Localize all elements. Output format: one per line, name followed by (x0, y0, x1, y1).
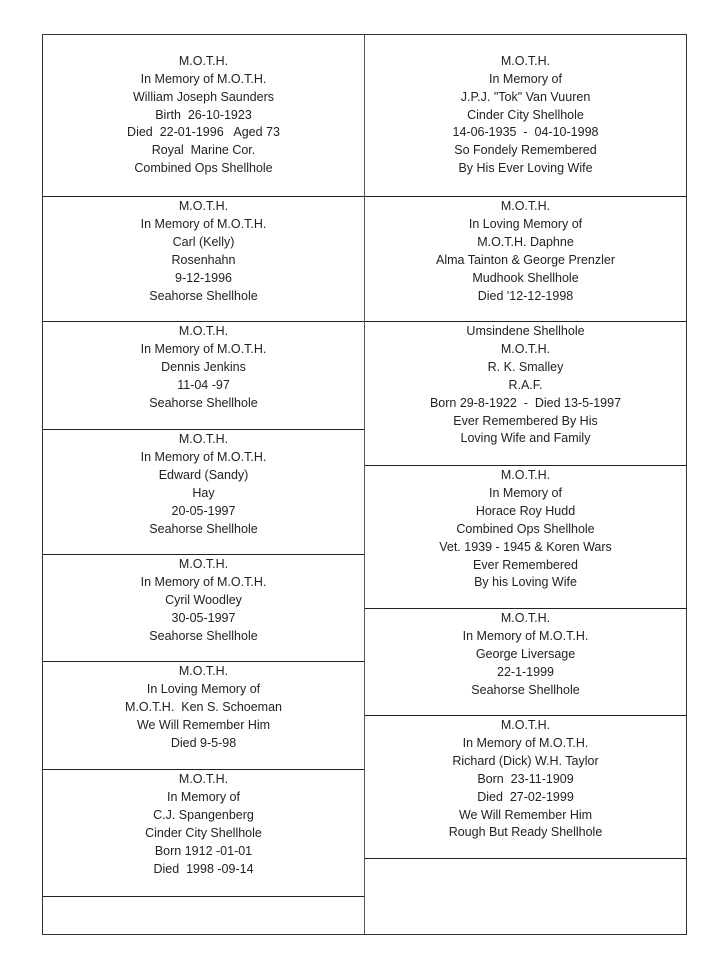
entry-line: M.O.T.H. (500, 53, 551, 68)
entry-line: Seahorse Shellhole (149, 628, 258, 643)
entry-line: Alma Tainton & George Prenzler (435, 252, 616, 267)
memorial-entry (43, 662, 364, 770)
entry-line: 20-05-1997 (171, 503, 236, 518)
entry-line: Seahorse Shellhole (149, 521, 258, 536)
entry-line: 14-06-1935 - 04-10-1998 (452, 125, 599, 140)
memorial-entry (43, 770, 364, 897)
entry-line: So Fondely Remembered (454, 143, 597, 158)
empty-cell (365, 859, 686, 934)
memorial-entry (43, 35, 364, 197)
entry-line: In Memory of (489, 71, 562, 86)
entry-line: In Memory of M.O.T.H. (140, 574, 267, 589)
entry-line: We Will Remember Him (458, 807, 593, 822)
entry-line: By his Loving Wife (474, 575, 577, 590)
entry-line: Horace Roy Hudd (475, 503, 576, 518)
entry-line: M.O.T.H. (178, 772, 229, 786)
entry-line: J.P.J. "Tok" Van Vuuren (460, 89, 591, 104)
entry-line: Vet. 1939 - 1945 & Koren Wars (439, 539, 612, 554)
entry-line: In Memory of M.O.T.H. (462, 735, 589, 750)
entry-line: Seahorse Shellhole (149, 288, 258, 303)
entry-line: Combined Ops Shellhole (456, 521, 595, 536)
memorial-entry (43, 322, 364, 430)
entry-line: Died '12-12-1998 (477, 288, 574, 303)
entry-line: Ever Remembered (473, 557, 578, 572)
entry-line: We Will Remember Him (136, 717, 271, 732)
entry-line: Seahorse Shellhole (149, 395, 258, 410)
entry-line: R. K. Smalley (487, 359, 564, 374)
entry-line: Edward (Sandy) (158, 467, 249, 482)
entry-line: Combined Ops Shellhole (134, 161, 273, 176)
entry-line: Died 27-02-1999 (477, 789, 574, 804)
entry-line: M.O.T.H. (500, 199, 551, 213)
memorial-entry (365, 466, 686, 609)
entry-line: 22-1-1999 (497, 664, 554, 679)
entry-line: 11-04 -97 (177, 377, 230, 392)
entry-line: M.O.T.H. (178, 199, 229, 213)
entry-line: M.O.T.H. (178, 432, 229, 446)
entry-line: C.J. Spangenberg (153, 807, 254, 822)
memorial-entry (43, 555, 364, 662)
entry-line: Cyril Woodley (165, 592, 242, 607)
entry-line: By His Ever Loving Wife (458, 161, 593, 176)
entry-line: Cinder City Shellhole (467, 107, 584, 122)
entry-line: M.O.T.H. (178, 664, 229, 678)
entry-line: In Memory of M.O.T.H. (140, 71, 267, 86)
memorial-entry (43, 197, 364, 322)
memorial-entry (43, 430, 364, 555)
entry-line: In Loving Memory of (146, 681, 261, 696)
entry-line: M.O.T.H. Ken S. Schoeman (124, 699, 282, 714)
empty-cell (43, 897, 364, 934)
entry-line: Rough But Ready Shellhole (448, 825, 603, 840)
right-column (365, 35, 686, 934)
entry-line: Died 1998 -09-14 (153, 861, 254, 876)
entry-line: In Memory of M.O.T.H. (140, 341, 267, 356)
entry-line: In Loving Memory of (468, 216, 583, 231)
entry-line: In Memory of M.O.T.H. (140, 449, 267, 464)
left-column (43, 35, 365, 934)
entry-line: M.O.T.H. (500, 718, 551, 732)
entry-line: George Liversage (475, 646, 576, 661)
entry-line: Richard (Dick) W.H. Taylor (452, 753, 599, 768)
entry-line: William Joseph Saunders (132, 89, 275, 104)
entry-line: Died 9-5-98 (170, 735, 237, 750)
entry-line: Seahorse Shellhole (471, 682, 580, 697)
entry-line: Born 1912 -01-01 (154, 843, 253, 858)
entry-line: Royal Marine Cor. (151, 143, 256, 158)
entry-line: Loving Wife and Family (460, 431, 591, 446)
entry-line: Rosenhahn (171, 252, 236, 267)
memorial-table (42, 34, 687, 935)
entry-line: M.O.T.H. (500, 611, 551, 625)
entry-line: 9-12-1996 (175, 270, 232, 285)
entry-line: R.A.F. (508, 377, 543, 392)
entry-line: In Memory of M.O.T.H. (140, 216, 267, 231)
memorial-entry (365, 322, 686, 466)
entry-line: 30-05-1997 (171, 610, 236, 625)
entry-line: Birth 26-10-1923 (155, 107, 252, 122)
entry-line: Dennis Jenkins (161, 359, 246, 374)
memorial-entry (365, 609, 686, 716)
entry-line: In Memory of (489, 485, 562, 500)
entry-line: Died 22-01-1996 Aged 73 (127, 125, 280, 140)
entry-line: M.O.T.H. Daphne (477, 234, 574, 249)
entry-line: Carl (Kelly) (172, 234, 235, 249)
memorial-entry (365, 197, 686, 322)
entry-line: Hay (192, 485, 215, 500)
entry-line: Born 23-11-1909 (477, 771, 574, 786)
entry-line: M.O.T.H. (178, 557, 229, 571)
entry-line: Cinder City Shellhole (145, 825, 262, 840)
entry-line: Mudhook Shellhole (472, 270, 579, 285)
memorial-entry (365, 716, 686, 859)
entry-line: M.O.T.H. (500, 341, 551, 356)
entry-line: Ever Remembered By His (453, 413, 598, 428)
entry-line: Umsindene Shellhole (466, 324, 585, 338)
entry-line: M.O.T.H. (178, 53, 229, 68)
entry-line: M.O.T.H. (178, 324, 229, 338)
entry-line: M.O.T.H. (500, 468, 551, 482)
entry-line: In Memory of (167, 789, 240, 804)
entry-line: Born 29-8-1922 - Died 13-5-1997 (429, 395, 622, 410)
memorial-entry (365, 35, 686, 197)
entry-line: In Memory of M.O.T.H. (462, 628, 589, 643)
